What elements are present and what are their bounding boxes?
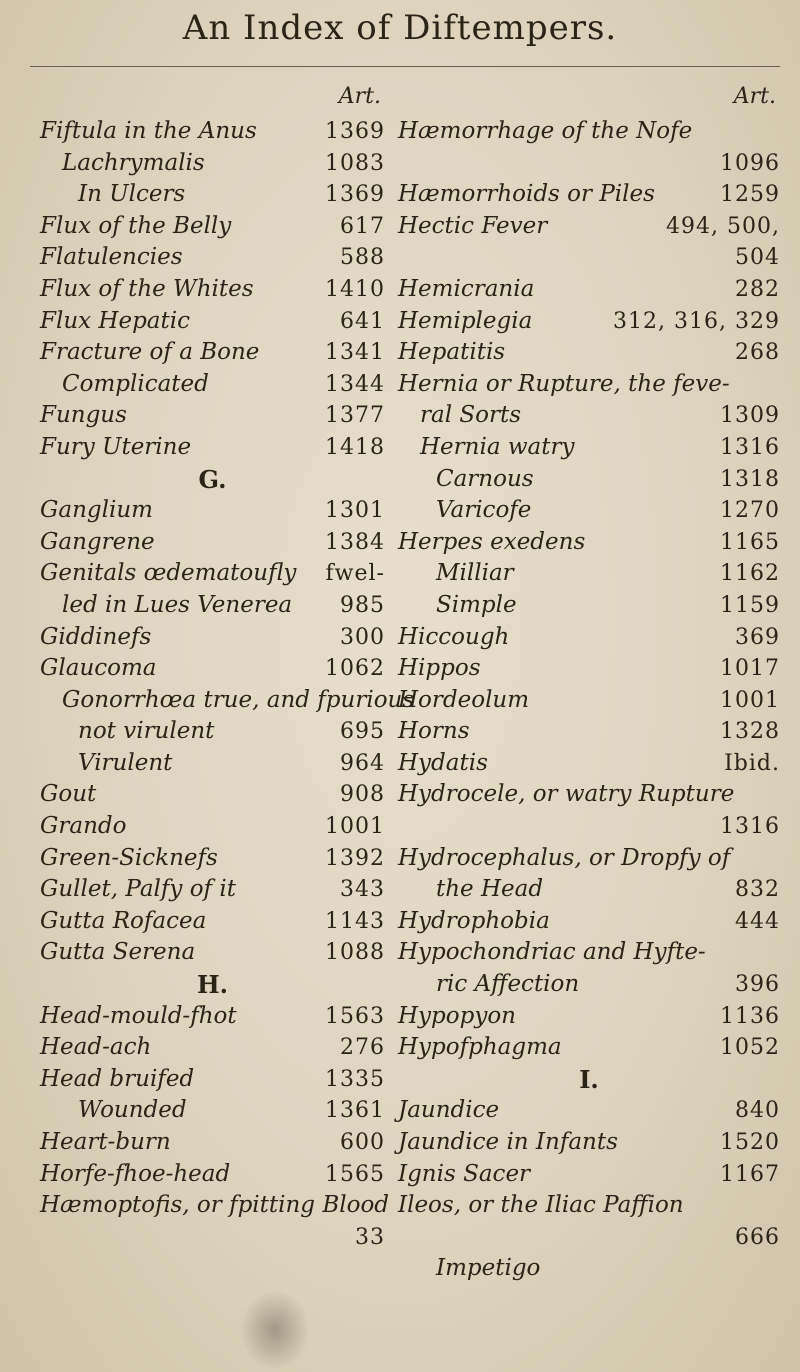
entry-article-number: 1341: [325, 340, 385, 366]
index-entry: [398, 148, 780, 180]
entry-term: Milliar: [436, 560, 514, 587]
entry-term: Fracture of a Bone: [40, 339, 260, 366]
section-letter: I.: [579, 1064, 599, 1094]
entry-term: Head-ach: [40, 1034, 152, 1061]
entry-article-number: 1270: [720, 498, 780, 524]
index-entry: [398, 590, 780, 622]
entry-article-number: 1392: [325, 845, 385, 871]
entry-term: Hectic Fever: [398, 212, 548, 239]
entry-article-number: 840: [735, 1098, 780, 1124]
entry-term: Hypofphagma: [398, 1034, 562, 1061]
index-entry: [398, 716, 780, 748]
index-entry: [398, 558, 780, 590]
entry-term: Hypopyon: [398, 1002, 516, 1029]
index-entry: [40, 1159, 385, 1191]
entry-article-number: 1159: [720, 592, 780, 618]
entry-term: Heart-burn: [40, 1129, 171, 1155]
index-entry: [40, 274, 385, 306]
entry-term: Jaundice in Infants: [398, 1129, 618, 1155]
index-entry: [40, 179, 385, 211]
entry-article-number: 964: [340, 750, 385, 776]
section-letter: H.: [196, 970, 229, 1000]
entry-article-number: 695: [340, 719, 385, 745]
entry-article-number: 641: [340, 308, 385, 334]
entry-article-number: 1162: [720, 561, 780, 587]
ink-stain: [240, 1290, 310, 1370]
entry-term: Fury Uterine: [40, 433, 192, 460]
index-entry: [398, 211, 780, 243]
index-entry: [398, 622, 780, 654]
entry-term: Hepatitis: [398, 339, 506, 366]
index-entry: [40, 1032, 385, 1064]
index-entry: [40, 1095, 385, 1127]
index-entry: [40, 811, 385, 843]
entry-article-number: 1565: [325, 1161, 385, 1187]
entry-article-number: 1410: [325, 276, 385, 302]
entry-term: Gout: [40, 781, 97, 808]
entry-article-number: 600: [340, 1130, 385, 1155]
entry-article-number: 1088: [325, 940, 385, 966]
entry-term: Flux of the Whites: [40, 275, 254, 302]
entry-term: Varicofe: [436, 497, 532, 524]
index-entry: [398, 969, 780, 1001]
entry-term: Wounded: [78, 1097, 187, 1124]
index-entry: [398, 1222, 780, 1254]
index-entry: [40, 937, 385, 969]
entry-term: Simple: [436, 591, 517, 618]
entry-article-number: 1563: [325, 1003, 385, 1029]
entry-article-number: 1377: [325, 403, 385, 429]
entry-article-number: 369: [735, 624, 780, 650]
index-entry: [40, 495, 385, 527]
entry-term: Fiftula in the Anus: [40, 118, 257, 144]
index-entry: [40, 242, 385, 274]
index-entry: [40, 1222, 385, 1254]
entry-article-number: 1361: [325, 1098, 385, 1124]
entry-term: Gangrene: [40, 528, 155, 555]
entry-article-number: 1165: [720, 529, 780, 555]
index-entry: [398, 274, 780, 306]
entry-article-number: 1062: [325, 656, 385, 682]
entry-article-number: 1136: [720, 1003, 780, 1029]
entry-term: Lachrymalis: [62, 149, 205, 176]
index-entry: [40, 1064, 385, 1096]
entry-term: Hippos: [398, 655, 481, 682]
index-entry: [398, 843, 780, 875]
index-entry: [398, 906, 780, 938]
entry-term: Hæmorrhage of the Nofe: [398, 118, 693, 144]
entry-article-number: 1096: [720, 150, 780, 176]
index-entry: [40, 116, 385, 148]
index-entry: [40, 622, 385, 654]
index-entry: [40, 906, 385, 938]
entry-term: Complicated: [62, 370, 209, 397]
entry-term: Virulent: [78, 749, 173, 776]
entry-term: Hernia watry: [420, 433, 575, 460]
index-entry: [398, 495, 780, 527]
entry-article-number: 276: [340, 1035, 385, 1061]
entry-article-number: 1520: [720, 1130, 780, 1155]
entry-article-number: 33: [355, 1224, 385, 1250]
entry-term: ric Affection: [436, 971, 580, 998]
index-entry: [40, 685, 415, 717]
entry-article-number: 832: [735, 877, 780, 903]
entry-term: not virulent: [78, 718, 215, 745]
entry-term: the Head: [436, 876, 544, 903]
entry-term: Flatulencies: [40, 244, 183, 271]
entry-term: Hiccough: [398, 623, 510, 650]
entry-term: Hernia or Rupture, the feve-: [398, 370, 730, 397]
entry-article-number: 1001: [720, 687, 780, 713]
entry-term: Giddinefs: [40, 623, 152, 650]
entry-article-number: 396: [735, 972, 780, 998]
index-entry: [398, 811, 780, 843]
entry-article-number: 1309: [720, 403, 780, 429]
index-entry: [398, 779, 780, 811]
index-entry: [40, 716, 385, 748]
entry-article-number: 300: [340, 624, 385, 650]
entry-term: Head bruifed: [40, 1065, 195, 1092]
entry-term: ral Sorts: [420, 402, 522, 429]
entry-article-number: 617: [340, 213, 385, 239]
index-entry: [398, 1127, 780, 1159]
entry-term: Grando: [40, 813, 127, 840]
index-entry: [398, 464, 780, 496]
index-entry: [40, 1190, 390, 1222]
index-entry: [40, 369, 385, 401]
index-entry: [398, 937, 780, 969]
index-entry: [398, 116, 780, 148]
index-entry: [398, 369, 780, 401]
entry-term: Hypochondriac and Hyfte-: [398, 939, 706, 966]
entry-term: Ganglium: [40, 497, 153, 524]
entry-article-number: 666: [735, 1224, 780, 1250]
entry-article-number: 444: [735, 908, 780, 934]
entry-article-number: Ibid.: [724, 750, 780, 776]
entry-article-number: 1318: [720, 466, 780, 492]
index-entry: [398, 432, 780, 464]
entry-term: Jaundice: [398, 1097, 500, 1124]
entry-term: Hordeolum: [398, 686, 530, 713]
index-entry: [40, 148, 385, 180]
index-entry: [40, 874, 385, 906]
entry-article-number: 1316: [720, 814, 780, 840]
index-entry: [398, 1001, 780, 1033]
entry-term: Horns: [398, 718, 470, 745]
entry-article-number: 343: [340, 877, 385, 903]
index-entry: [40, 211, 385, 243]
entry-article-number: 1369: [325, 182, 385, 208]
index-entry: [40, 843, 385, 875]
index-entry: [40, 748, 385, 780]
index-entry: [398, 1159, 780, 1191]
entry-article-number: 1017: [720, 656, 780, 682]
index-entry: [40, 432, 385, 464]
index-entry: [398, 527, 780, 559]
entry-term: Hydrophobia: [398, 907, 550, 934]
index-entry: [40, 779, 385, 811]
entry-term: Herpes exedens: [398, 528, 586, 555]
entry-term: Ileos, or the Iliac Paffion: [398, 1192, 684, 1219]
entry-term: led in Lues Venerea: [62, 591, 293, 618]
entry-term: Impetigo: [436, 1255, 541, 1282]
index-entry: [398, 1095, 780, 1127]
entry-term: Head-mould-fhot: [40, 1002, 237, 1029]
entry-term: Hydrocele, or watry Rupture: [398, 781, 735, 808]
entry-article-number: 1083: [325, 150, 385, 176]
entry-article-number: 282: [735, 276, 780, 302]
left-column: [40, 78, 415, 1253]
entry-article-number: 312, 316, 329: [613, 308, 780, 334]
entry-article-number: 1143: [325, 908, 385, 934]
index-entry: [40, 306, 385, 338]
index-entry: [398, 337, 780, 369]
entry-term: Hæmoptofis, or fpitting Blood: [40, 1192, 390, 1219]
index-entry: [398, 748, 780, 780]
entry-article-number: 504: [735, 245, 780, 271]
entry-term: Carnous: [436, 465, 534, 492]
entry-article-number: 494, 500,: [666, 213, 780, 239]
entry-term: Hemiplegia: [398, 307, 533, 334]
entry-article-number: 1052: [720, 1035, 780, 1061]
entry-term: Flux Hepatic: [40, 307, 190, 334]
section-letter: G.: [198, 464, 227, 494]
entry-article-number: fwel-: [325, 561, 385, 587]
entry-term: Hydatis: [398, 749, 488, 776]
entry-article-number: 1001: [325, 814, 385, 840]
left-column-header: Art.: [338, 84, 381, 109]
entry-term: In Ulcers: [78, 181, 186, 208]
title-rule: [30, 66, 780, 67]
entry-article-number: 1418: [325, 434, 385, 460]
entry-article-number: 268: [735, 340, 780, 366]
index-entry: [40, 590, 385, 622]
entry-term: Hydrocephalus, or Dropfy of: [398, 844, 731, 871]
entry-term: Gullet, Palfy of it: [40, 876, 236, 903]
index-entry: [398, 874, 780, 906]
entry-term: Flux of the Belly: [40, 212, 232, 239]
index-entry: [40, 653, 385, 685]
entry-article-number: 1344: [325, 371, 385, 397]
right-entry-list: [398, 116, 780, 1285]
entry-term: Ignis Sacer: [398, 1160, 531, 1187]
entry-term: Gonorrhœa true, and fpurious: [62, 686, 415, 713]
entry-article-number: 1259: [720, 182, 780, 208]
index-entry: [398, 653, 780, 685]
entry-article-number: 1167: [720, 1161, 780, 1187]
index-entry: [398, 685, 780, 717]
index-entry: [398, 400, 780, 432]
entry-article-number: 588: [340, 245, 385, 271]
entry-article-number: 1384: [325, 529, 385, 555]
entry-article-number: 908: [340, 782, 385, 808]
index-entry: [40, 400, 385, 432]
entry-term: Gutta Rofacea: [40, 907, 207, 934]
entry-article-number: 1369: [325, 119, 385, 144]
index-entry: [398, 1190, 780, 1222]
index-entry: [398, 179, 780, 211]
index-entry: [40, 1001, 385, 1033]
index-entry: [398, 306, 780, 338]
entry-article-number: 985: [340, 592, 385, 618]
left-entry-list: [40, 116, 415, 1253]
index-entry: [398, 1032, 780, 1064]
entry-article-number: 1328: [720, 719, 780, 745]
page-title: An Index of Diftempers.: [182, 8, 618, 48]
right-column: [398, 78, 780, 1285]
entry-term: Genitals œdematoufly: [40, 560, 297, 587]
right-column-header: Art.: [733, 84, 776, 109]
entry-term: Fungus: [40, 402, 127, 429]
entry-article-number: 1301: [325, 498, 385, 524]
entry-term: Green-Sicknefs: [40, 844, 218, 871]
entry-term: Hæmorrhoids or Piles: [398, 181, 655, 208]
entry-term: Horfe-fhoe-head: [40, 1160, 231, 1187]
index-entry: [40, 337, 385, 369]
entry-article-number: 1335: [325, 1066, 385, 1092]
index-entry: [40, 558, 385, 590]
index-entry: [40, 527, 385, 559]
entry-term: Glaucoma: [40, 655, 157, 682]
index-entry: [398, 1253, 780, 1285]
index-entry: [40, 1127, 385, 1159]
entry-article-number: 1316: [720, 434, 780, 460]
entry-term: Gutta Serena: [40, 939, 196, 966]
entry-term: Hemicrania: [398, 275, 535, 302]
index-entry: [398, 242, 780, 274]
